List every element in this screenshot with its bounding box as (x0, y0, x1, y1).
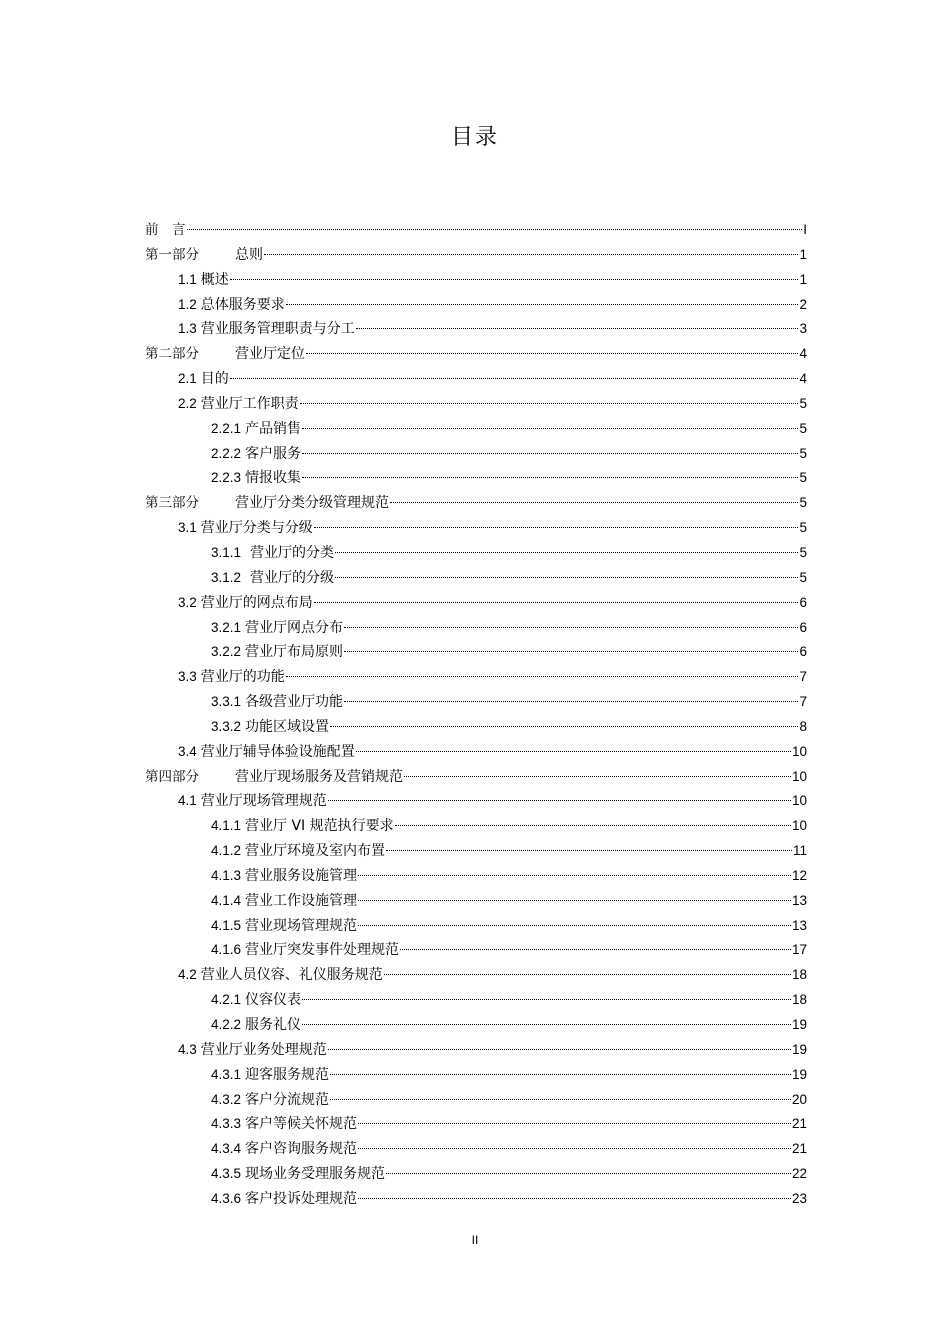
toc-entry-number: 4.3.6 (211, 1190, 242, 1206)
toc-entry-number: 1.2 (178, 296, 197, 312)
toc-entry-number: 2.2.3 (211, 470, 242, 486)
toc-entry-label: 营业人员仪容、礼仪服务规范 (200, 967, 383, 984)
toc-entry[interactable] (145, 988, 807, 1013)
toc-entry-label: 现场业务受理服务规范 (245, 1166, 386, 1183)
toc-entry-page: 10 (791, 818, 807, 834)
toc-entry[interactable] (145, 1187, 807, 1212)
toc-entry-label: 营业现场管理规范 (245, 917, 358, 934)
toc-entry-page: 11 (792, 843, 807, 859)
table-of-contents (145, 218, 807, 1212)
toc-leader-dots (302, 999, 791, 1000)
toc-entry-page: 21 (791, 1141, 807, 1157)
toc-entry[interactable] (145, 591, 807, 616)
toc-entry-number: 3.2.1 (211, 619, 242, 635)
toc-entry[interactable] (145, 541, 807, 566)
toc-entry-number: 4.3.2 (211, 1091, 242, 1107)
toc-entry-label: 营业厅环境及室内布置 (245, 843, 386, 860)
toc-leader-dots (302, 1024, 791, 1025)
toc-entry-page: 10 (791, 768, 807, 784)
toc-entry[interactable] (145, 864, 807, 889)
toc-leader-dots (302, 477, 798, 478)
toc-entry-label: 各级营业厅功能 (245, 694, 344, 711)
toc-entry-label: 营业厅网点分布 (245, 619, 344, 636)
toc-entry-page: 1 (799, 246, 807, 262)
toc-entry-page: 6 (799, 594, 807, 610)
toc-entry-label: 营业厅工作职责 (200, 395, 299, 412)
toc-leader-dots (335, 552, 798, 553)
toc-entry[interactable] (145, 938, 807, 963)
toc-entry-number: 4.3 (178, 1041, 197, 1057)
toc-entry-label: 营业厅辅导体验设施配置 (200, 743, 355, 760)
toc-entry-number: 4.1.6 (211, 942, 242, 958)
toc-leader-dots (358, 1123, 791, 1124)
toc-leader-dots (344, 701, 798, 702)
toc-leader-dots (314, 602, 799, 603)
toc-entry-page: 5 (799, 395, 807, 411)
toc-entry-page: 7 (799, 669, 807, 685)
toc-entry[interactable] (145, 1038, 807, 1063)
toc-entry-page: 18 (791, 992, 807, 1008)
toc-entry-label: 营业厅的网点布局 (200, 594, 313, 611)
toc-leader-dots (187, 229, 803, 230)
toc-entry-number: 4.1.1 (211, 818, 242, 834)
toc-entry-number: 1.3 (178, 321, 197, 337)
toc-leader-dots (400, 949, 791, 950)
toc-leader-dots (230, 378, 799, 379)
toc-entry-label: 服务礼仪 (245, 1017, 302, 1033)
toc-entry-page: 21 (791, 1116, 807, 1132)
toc-entry-page: 5 (799, 495, 807, 511)
toc-entry[interactable] (145, 1162, 807, 1187)
toc-entry-page: 19 (791, 1041, 807, 1057)
toc-entry[interactable] (145, 317, 807, 342)
toc-entry-page: 5 (799, 445, 807, 461)
toc-entry-number: 4.1.2 (211, 843, 242, 859)
toc-entry-label: 营业服务设施管理 (245, 867, 358, 884)
toc-entry-page: 17 (791, 942, 807, 958)
toc-entry-number: 第四部分 (145, 768, 199, 784)
toc-entry-number: 4.1.3 (211, 867, 242, 883)
toc-leader-dots (330, 1074, 791, 1075)
toc-entry[interactable] (145, 466, 807, 491)
toc-entry-page: 5 (799, 420, 807, 436)
toc-leader-dots (404, 776, 791, 777)
toc-entry-page: 19 (791, 1066, 807, 1082)
toc-leader-dots (344, 651, 798, 652)
toc-entry-label: 迎客服务规范 (245, 1066, 330, 1083)
toc-entry-label: 营业厅布局原则 (245, 644, 344, 661)
toc-leader-dots (330, 726, 798, 727)
toc-entry[interactable] (145, 342, 807, 367)
toc-entry[interactable] (145, 1112, 807, 1137)
toc-entry-number: 4.3.3 (211, 1116, 242, 1132)
toc-leader-dots (286, 304, 799, 305)
toc-entry-page: 5 (799, 470, 807, 486)
toc-entry-number: 3.1.2 (211, 569, 242, 585)
toc-entry-page: 1 (799, 271, 807, 287)
toc-entry-label: 产品销售 (245, 420, 302, 437)
toc-leader-dots (390, 502, 798, 503)
toc-entry-page: 5 (799, 569, 807, 585)
toc-entry[interactable] (145, 1063, 807, 1088)
toc-entry-label: 总体服务要求 (200, 296, 285, 313)
toc-entry[interactable] (145, 765, 807, 790)
toc-entry-page: 5 (799, 544, 807, 560)
toc-leader-dots (335, 577, 798, 578)
toc-entry-number: 2.2.2 (211, 445, 242, 461)
page-title: 目录 (450, 125, 499, 150)
toc-entry-label: 营业厅分类分级管理规范 (235, 495, 389, 512)
toc-entry-label: 营业厅的分级 (250, 569, 335, 586)
toc-entry-label: 仪容仪表 (245, 992, 302, 1009)
toc-entry-label: 客户分流规范 (245, 1091, 330, 1108)
toc-entry-number: 4.2 (178, 967, 197, 983)
toc-leader-dots (344, 627, 798, 628)
toc-entry-page: 12 (791, 867, 807, 883)
toc-entry-number: 3.3.2 (211, 718, 242, 734)
toc-leader-dots (300, 403, 799, 404)
toc-entry[interactable] (145, 1088, 807, 1113)
toc-entry-number: 4.2.2 (211, 1017, 242, 1032)
toc-leader-dots (314, 527, 799, 528)
toc-entry-page: 8 (799, 718, 807, 734)
toc-entry-label: 情报收集 (245, 470, 302, 487)
toc-entry-page: 23 (791, 1190, 807, 1206)
toc-entry-page: 20 (791, 1091, 807, 1107)
toc-entry[interactable] (145, 640, 807, 665)
toc-entry-page: 4 (799, 346, 807, 362)
toc-leader-dots (358, 925, 791, 926)
toc-leader-dots (328, 800, 791, 801)
toc-entry-label: 营业厅的分类 (250, 544, 335, 561)
toc-entry[interactable] (145, 392, 807, 417)
toc-entry-label: 营业厅的功能 (200, 669, 285, 686)
toc-entry-page: 4 (799, 371, 807, 387)
toc-leader-dots (306, 353, 798, 354)
toc-leader-dots (264, 254, 798, 255)
toc-entry-page: 13 (791, 917, 807, 933)
toc-entry-label: 营业厅业务处理规范 (200, 1041, 327, 1058)
toc-entry[interactable] (145, 442, 807, 467)
toc-entry-page: 10 (791, 743, 807, 759)
toc-entry-label: 客户投诉处理规范 (245, 1190, 358, 1207)
toc-entry[interactable] (145, 1137, 807, 1162)
toc-leader-dots (302, 428, 798, 429)
toc-leader-dots (358, 1148, 791, 1149)
toc-entry[interactable] (145, 268, 807, 293)
toc-entry-number: 4.3.4 (211, 1141, 242, 1157)
toc-entry-number: 4.1.5 (211, 917, 242, 933)
toc-entry-number: 3.1.1 (211, 544, 242, 560)
toc-entry-label: 概述 (200, 271, 229, 288)
toc-entry[interactable] (145, 516, 807, 541)
toc-entry[interactable] (145, 963, 807, 988)
toc-entry[interactable] (145, 814, 807, 839)
toc-entry-number: 2.1 (178, 371, 197, 387)
toc-leader-dots (358, 875, 791, 876)
toc-entry[interactable] (145, 367, 807, 392)
toc-entry[interactable] (145, 243, 807, 268)
toc-entry[interactable] (145, 491, 807, 516)
toc-entry-label: 客户咨询服务规范 (245, 1141, 358, 1158)
toc-entry-number: 前 言 (145, 222, 186, 237)
toc-entry[interactable] (145, 690, 807, 715)
toc-leader-dots (328, 1049, 791, 1050)
toc-entry-number: 4.1.4 (211, 892, 242, 908)
toc-entry-page: 6 (799, 619, 807, 635)
toc-entry[interactable] (145, 914, 807, 939)
toc-entry-page: 6 (799, 644, 807, 660)
toc-entry[interactable] (145, 789, 807, 814)
toc-entry-number: 3.3.1 (211, 694, 242, 710)
toc-leader-dots (286, 676, 799, 677)
toc-entry-label: 营业厅 VI 规范执行要求 (245, 818, 394, 835)
toc-entry-page: 13 (791, 892, 807, 908)
toc-entry-number: 3.2.2 (211, 644, 242, 660)
toc-entry-number: 第二部分 (145, 346, 199, 362)
toc-entry-label: 营业厅突发事件处理规范 (245, 942, 400, 959)
toc-entry-label: 目的 (200, 371, 229, 388)
toc-entry-page: 10 (791, 793, 807, 809)
toc-leader-dots (356, 751, 791, 752)
toc-entry-number: 3.3 (178, 669, 197, 685)
toc-entry-label: 营业厅现场服务及营销规范 (235, 768, 403, 785)
toc-leader-dots (386, 1173, 791, 1174)
toc-entry-page: 22 (791, 1166, 807, 1182)
toc-entry[interactable] (145, 616, 807, 641)
toc-entry[interactable] (145, 665, 807, 690)
toc-entry-number: 第三部分 (145, 495, 199, 511)
toc-entry[interactable] (145, 218, 807, 243)
toc-entry-number: 第一部分 (145, 246, 199, 262)
page-number: II (471, 1233, 479, 1247)
toc-leader-dots (358, 1198, 791, 1199)
toc-entry-label: 总则 (235, 246, 263, 263)
toc-entry-label: 营业厅定位 (235, 346, 305, 363)
toc-entry-page: 19 (791, 1017, 807, 1032)
toc-entry-page: 18 (791, 967, 807, 983)
toc-leader-dots (356, 328, 799, 329)
toc-entry[interactable] (145, 740, 807, 765)
toc-entry[interactable] (145, 889, 807, 914)
toc-entry-number: 4.2.1 (211, 992, 242, 1008)
toc-leader-dots (358, 900, 791, 901)
toc-entry-number: 4.3.1 (211, 1066, 242, 1082)
toc-leader-dots (395, 825, 791, 826)
toc-entry-number: 2.2 (178, 395, 197, 411)
toc-entry-number: 1.1 (178, 271, 197, 287)
toc-leader-dots (302, 453, 798, 454)
toc-entry-page: I (803, 222, 807, 237)
toc-entry[interactable] (145, 566, 807, 591)
toc-entry-label: 客户等候关怀规范 (245, 1116, 358, 1133)
toc-leader-dots (386, 850, 792, 851)
toc-entry[interactable] (145, 715, 807, 740)
toc-entry-label: 营业服务管理职责与分工 (200, 321, 355, 338)
toc-entry[interactable] (145, 417, 807, 442)
toc-leader-dots (330, 1099, 791, 1100)
toc-entry-label: 营业厅分类与分级 (200, 520, 313, 537)
toc-entry-number: 3.2 (178, 594, 197, 610)
toc-leader-dots (230, 279, 799, 280)
toc-entry-page: 7 (799, 694, 807, 710)
toc-entry-label: 功能区域设置 (245, 718, 330, 735)
toc-entry-page: 5 (799, 520, 807, 536)
toc-entry-number: 4.3.5 (211, 1166, 242, 1182)
toc-entry-label: 营业工作设施管理 (245, 892, 358, 909)
toc-entry-number: 2.2.1 (211, 420, 242, 436)
toc-entry-label: 营业厅现场管理规范 (200, 793, 327, 810)
toc-entry[interactable] (145, 1013, 807, 1038)
toc-entry[interactable] (145, 839, 807, 864)
toc-entry[interactable] (145, 293, 807, 318)
toc-entry-number: 3.4 (178, 743, 197, 759)
toc-entry-number: 4.1 (178, 793, 197, 809)
toc-entry-label: 客户服务 (245, 445, 302, 462)
toc-entry-number: 3.1 (178, 520, 197, 536)
toc-entry-page: 2 (799, 296, 807, 312)
toc-leader-dots (384, 974, 791, 975)
toc-entry-page: 3 (799, 321, 807, 337)
